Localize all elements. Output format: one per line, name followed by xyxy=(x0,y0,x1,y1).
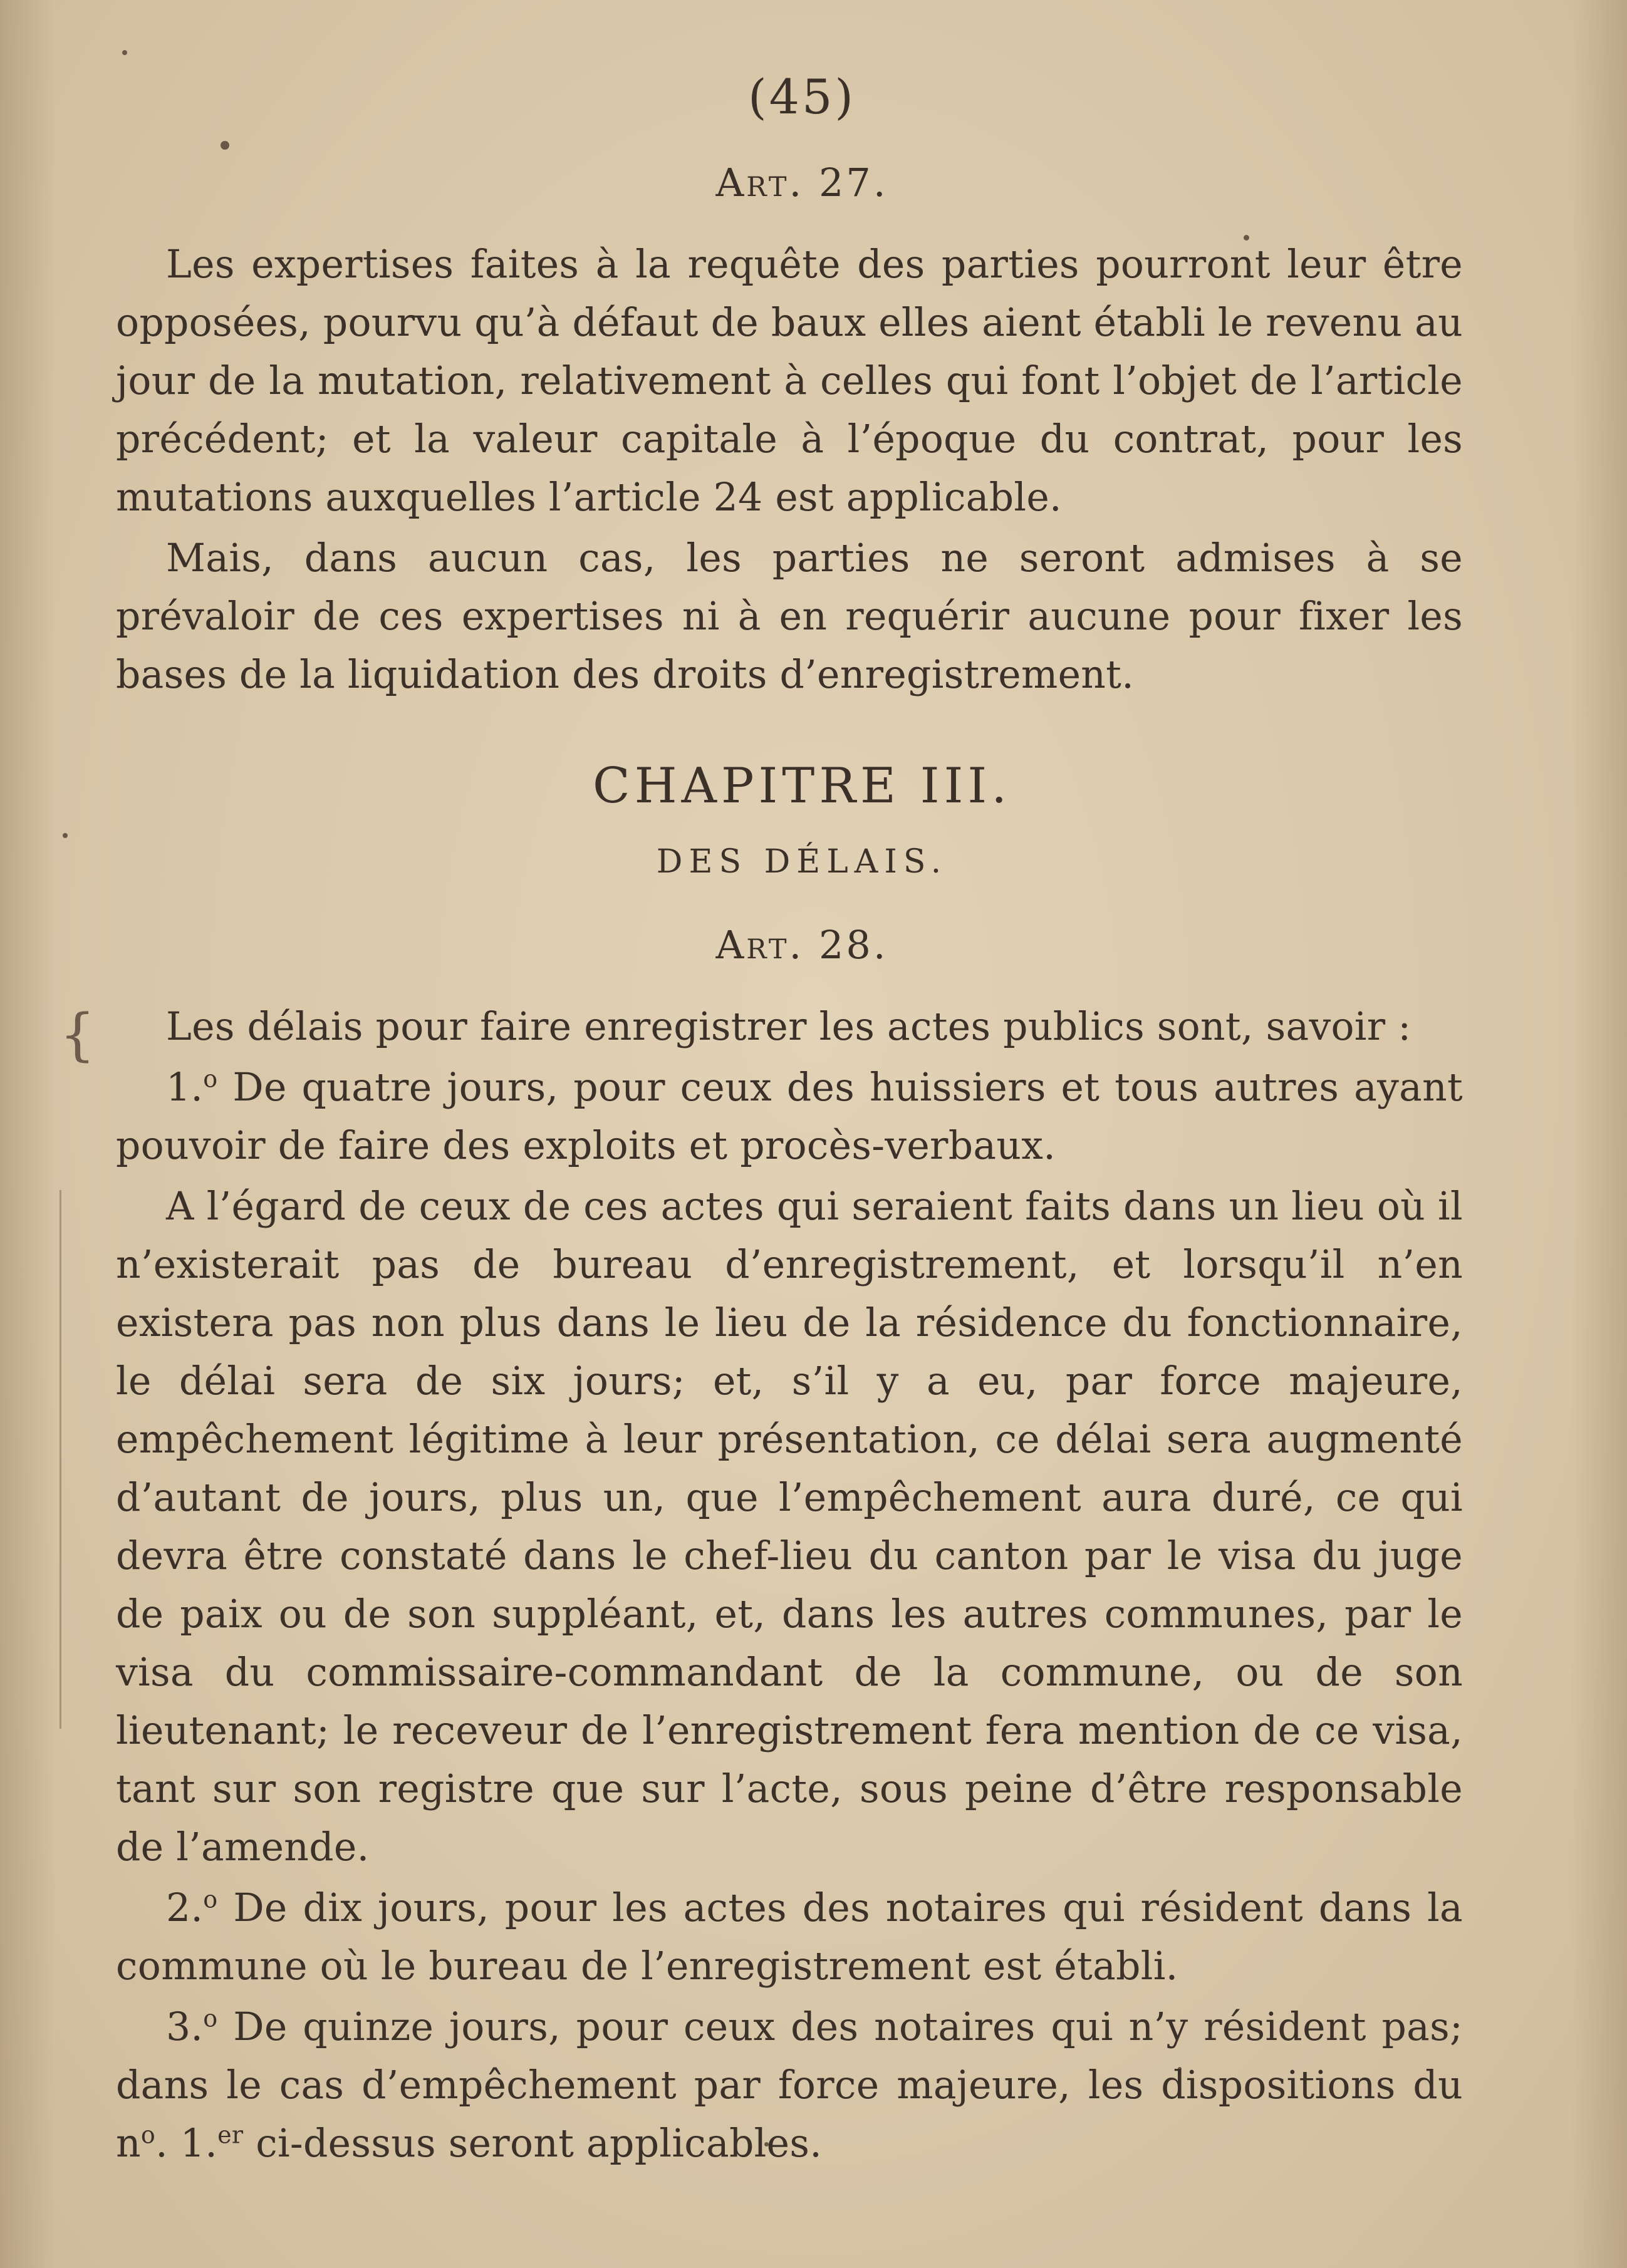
item-1-number: 1. xyxy=(166,1065,204,1110)
item-2-ordinal: o xyxy=(203,1885,218,1913)
margin-line-mark xyxy=(60,1190,61,1729)
item-3-text-c: ci-dessus seront applicables. xyxy=(243,2121,823,2166)
article-28-item-1-detail: A l’égard de ceux de ces actes qui seraient faits dans un lieu où il n’existerait pas de bureau d’enregistrement, et lorsqu’il n’en existera pas non plus dans le lieu de la résidence du fonctionnaire, le délai sera de six jours; et, s’il y a eu, par force majeure, empêchement légitime à leur présentation, ce délai sera augmenté d’autant de jours, plus un, que l’empêchement aura duré, ce qui devra être constaté dans le chef-lieu du canton par le visa du juge de paix ou de son suppléant, et, dans les autres communes, par le visa du commissaire-commandant de la commune, ou de son lieutenant; le receveur de l’enregistrement fera mention de ce visa, tant sur son registre que sur l’acte, sous peine d’être responsable de l’amende. xyxy=(116,1184,1463,1870)
article-28-heading: Art. 28. xyxy=(715,922,888,968)
article-27-paragraph-1: Les expertises faites à la requête des parties pourront leur être opposées, pourvu qu’à défaut de baux elles aient établi le revenu au jour de la mutation, relativement à celles qui font l’objet de l’article précédent; et la valeur capitale à l’époque du contrat, pour les mutations auxquelles l’article 24 est applicable. xyxy=(116,242,1463,520)
item-3-text-b: . 1. xyxy=(155,2121,218,2166)
item-2-number: 2. xyxy=(166,1885,204,1930)
page-left-edge xyxy=(0,0,56,2268)
item-3-no-ordinal: o xyxy=(140,2121,156,2149)
chapter-title: CHAPITRE III. xyxy=(592,758,1012,814)
item-3-text-a: De quinze jours, pour ceux des notaires qui n’y résident pas; dans le cas d’empêchement par force majeure, les dispositions du n xyxy=(116,2004,1463,2166)
page-right-edge xyxy=(1571,0,1627,2268)
article-28-item-1 xyxy=(116,1059,1463,1175)
paper-speck xyxy=(122,50,127,55)
page-content xyxy=(116,69,1463,2175)
article-28-item-3 xyxy=(116,1998,1463,2173)
item-1-text: De quatre jours, pour ceux des huissiers et tous autres ayant pouvoir de faire des exploits et procès-verbaux. xyxy=(116,1065,1463,1168)
article-28-item-2 xyxy=(116,1879,1463,1996)
chapter-subtitle: DES DÉLAIS. xyxy=(656,843,948,881)
item-3-number: 3. xyxy=(166,2004,204,2049)
margin-bracket-mark: { xyxy=(60,1002,96,1068)
article-27-heading: Art. 27. xyxy=(715,160,888,205)
article-27-paragraph-2: Mais, dans aucun cas, les parties ne seront admises à se prévaloir de ces expertises ni à en requérir aucune pour fixer les bases de la liquidation des droits d’enregistrement. xyxy=(116,536,1463,697)
article-28-intro: Les délais pour faire enregistrer les actes publics sont, savoir : xyxy=(166,1004,1411,1049)
item-3-er-ordinal: er xyxy=(217,2121,244,2149)
page-number: (45) xyxy=(747,69,856,125)
item-1-ordinal: o xyxy=(203,1065,218,1093)
item-2-text: De dix jours, pour les actes des notaires qui résident dans la commune où le bureau de l’enregistrement est établi. xyxy=(116,1885,1463,1989)
item-3-ordinal: o xyxy=(203,2004,218,2032)
paper-speck xyxy=(63,833,68,838)
